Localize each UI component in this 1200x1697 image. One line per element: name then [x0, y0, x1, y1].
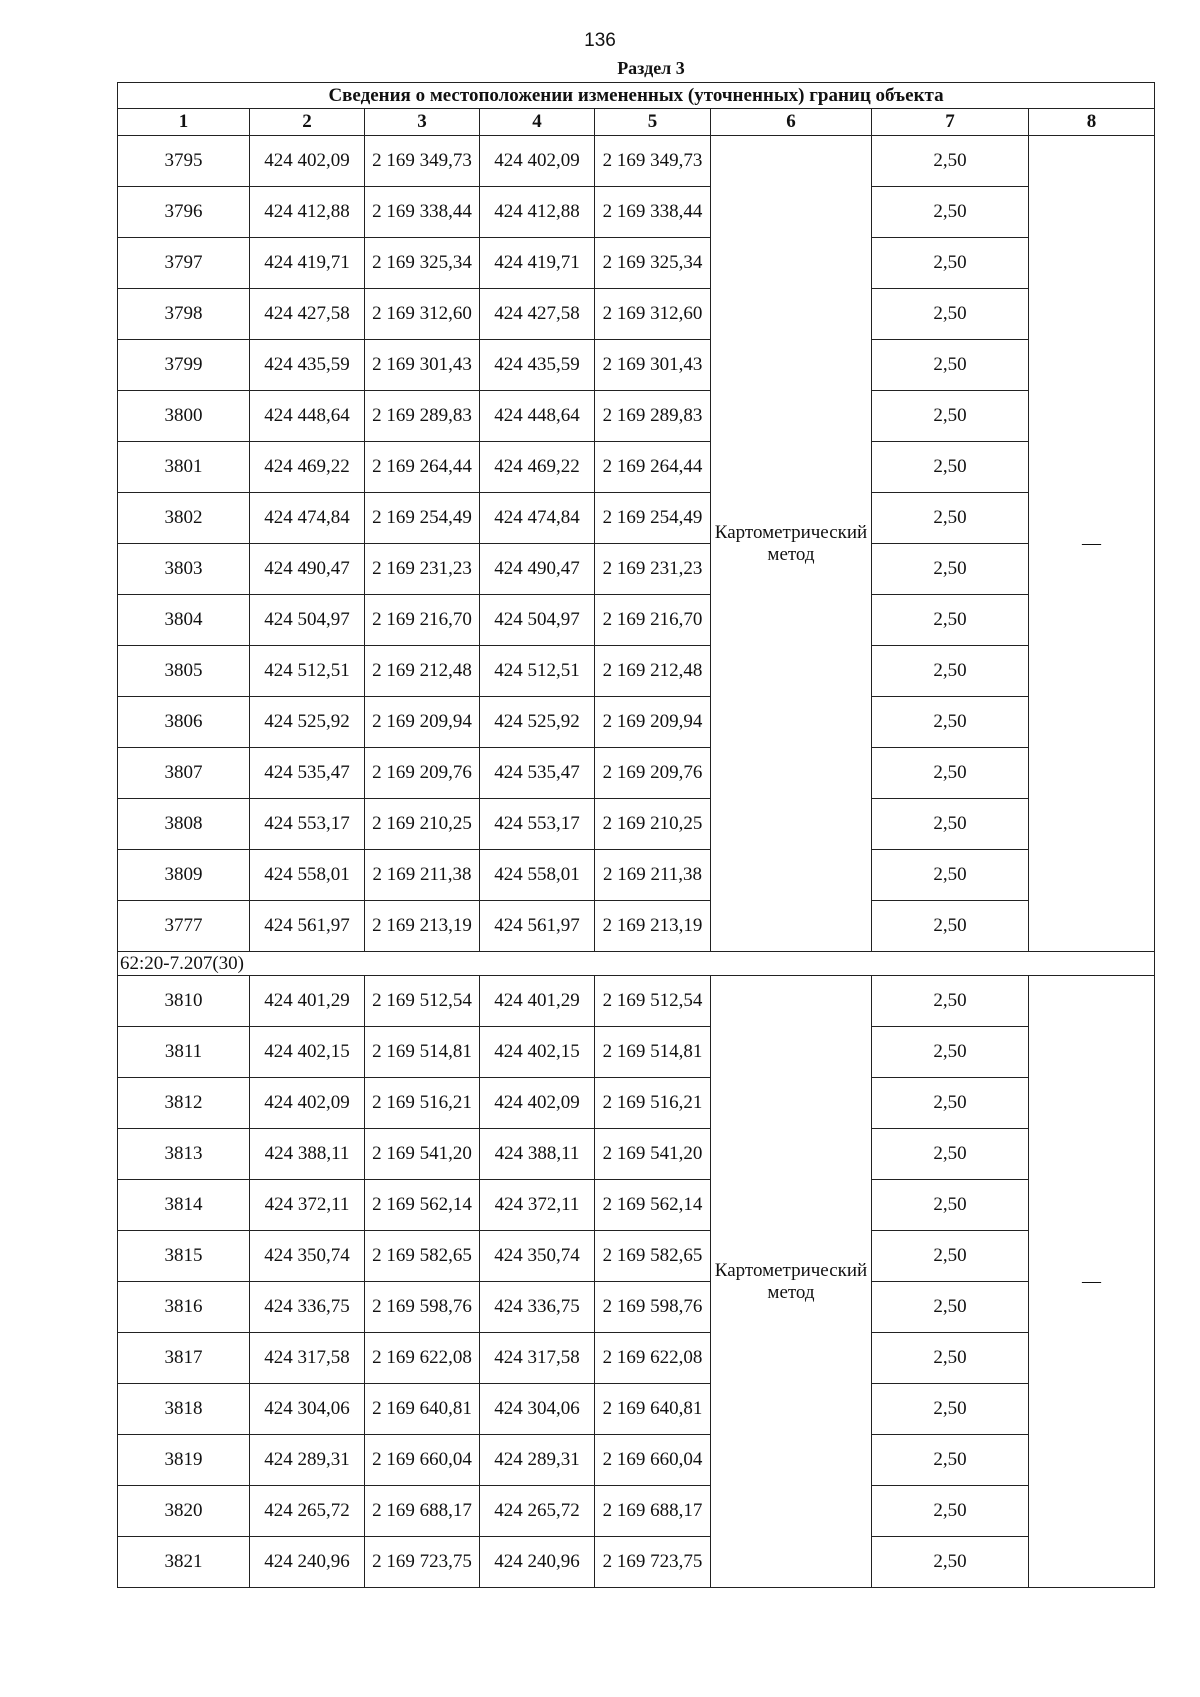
- x-coordinate-new: 424 427,58: [480, 289, 595, 340]
- y-coordinate-new: 2 169 254,49: [595, 493, 711, 544]
- y-coordinate-new: 2 169 562,14: [595, 1180, 711, 1231]
- table-row: [118, 340, 1155, 391]
- x-coordinate-new: 424 265,72: [480, 1486, 595, 1537]
- table-row: [118, 976, 1155, 1027]
- y-coordinate: 2 169 210,25: [365, 799, 480, 850]
- point-number: 3817: [118, 1333, 250, 1384]
- accuracy-value: 2,50: [872, 1384, 1029, 1435]
- table-row: [118, 1282, 1155, 1333]
- page-number: 136: [584, 30, 616, 51]
- column-number: 6: [711, 109, 872, 136]
- table-row: [118, 799, 1155, 850]
- y-coordinate-new: 2 169 660,04: [595, 1435, 711, 1486]
- y-coordinate-new: 2 169 209,94: [595, 697, 711, 748]
- point-number: 3801: [118, 442, 250, 493]
- point-number: 3810: [118, 976, 250, 1027]
- y-coordinate-new: 2 169 640,81: [595, 1384, 711, 1435]
- y-coordinate: 2 169 598,76: [365, 1282, 480, 1333]
- accuracy-value: 2,50: [872, 976, 1029, 1027]
- column-number: 3: [365, 109, 480, 136]
- x-coordinate-new: 424 336,75: [480, 1282, 595, 1333]
- accuracy-value: 2,50: [872, 187, 1029, 238]
- x-coordinate: 424 448,64: [250, 391, 365, 442]
- y-coordinate-new: 2 169 598,76: [595, 1282, 711, 1333]
- x-coordinate: 424 240,96: [250, 1537, 365, 1588]
- y-coordinate-new: 2 169 582,65: [595, 1231, 711, 1282]
- x-coordinate: 424 469,22: [250, 442, 365, 493]
- accuracy-value: 2,50: [872, 340, 1029, 391]
- y-coordinate: 2 169 301,43: [365, 340, 480, 391]
- y-coordinate: 2 169 209,76: [365, 748, 480, 799]
- accuracy-value: 2,50: [872, 1333, 1029, 1384]
- accuracy-value: 2,50: [872, 391, 1029, 442]
- x-coordinate-new: 424 419,71: [480, 238, 595, 289]
- table-row: [118, 238, 1155, 289]
- x-coordinate: 424 474,84: [250, 493, 365, 544]
- x-coordinate-new: 424 448,64: [480, 391, 595, 442]
- method-cell: Картометрический метод: [711, 976, 872, 1588]
- group-label-row: [118, 952, 1155, 976]
- accuracy-value: 2,50: [872, 1282, 1029, 1333]
- table-row: [118, 1129, 1155, 1180]
- point-number: 3800: [118, 391, 250, 442]
- accuracy-value: 2,50: [872, 595, 1029, 646]
- point-number: 3796: [118, 187, 250, 238]
- table-row: [118, 850, 1155, 901]
- group-label: 62:20-7.207(30): [118, 952, 1155, 976]
- y-coordinate-new: 2 169 541,20: [595, 1129, 711, 1180]
- table-row: [118, 1231, 1155, 1282]
- x-coordinate: 424 336,75: [250, 1282, 365, 1333]
- y-coordinate: 2 169 216,70: [365, 595, 480, 646]
- y-coordinate: 2 169 514,81: [365, 1027, 480, 1078]
- table-row: [118, 697, 1155, 748]
- table-row: [118, 493, 1155, 544]
- point-number: 3806: [118, 697, 250, 748]
- x-coordinate: 424 289,31: [250, 1435, 365, 1486]
- column-number: 5: [595, 109, 711, 136]
- accuracy-value: 2,50: [872, 850, 1029, 901]
- accuracy-value: 2,50: [872, 646, 1029, 697]
- point-number: 3777: [118, 901, 250, 952]
- y-coordinate: 2 169 640,81: [365, 1384, 480, 1435]
- x-coordinate: 424 402,09: [250, 1078, 365, 1129]
- boundary-table: [117, 82, 1155, 1588]
- y-coordinate: 2 169 516,21: [365, 1078, 480, 1129]
- x-coordinate-new: 424 553,17: [480, 799, 595, 850]
- y-coordinate-new: 2 169 512,54: [595, 976, 711, 1027]
- table-row: [118, 901, 1155, 952]
- x-coordinate-new: 424 402,09: [480, 1078, 595, 1129]
- y-coordinate-new: 2 169 312,60: [595, 289, 711, 340]
- x-coordinate-new: 424 561,97: [480, 901, 595, 952]
- x-coordinate: 424 535,47: [250, 748, 365, 799]
- y-coordinate: 2 169 254,49: [365, 493, 480, 544]
- accuracy-value: 2,50: [872, 544, 1029, 595]
- point-number: 3807: [118, 748, 250, 799]
- point-number: 3815: [118, 1231, 250, 1282]
- y-coordinate-new: 2 169 688,17: [595, 1486, 711, 1537]
- y-coordinate: 2 169 349,73: [365, 136, 480, 187]
- table-row: [118, 1027, 1155, 1078]
- x-coordinate: 424 427,58: [250, 289, 365, 340]
- x-coordinate-new: 424 525,92: [480, 697, 595, 748]
- x-coordinate-new: 424 240,96: [480, 1537, 595, 1588]
- point-number: 3804: [118, 595, 250, 646]
- x-coordinate: 424 525,92: [250, 697, 365, 748]
- point-number: 3818: [118, 1384, 250, 1435]
- section-title: Раздел 3: [617, 58, 685, 78]
- y-coordinate-new: 2 169 264,44: [595, 442, 711, 493]
- point-number: 3798: [118, 289, 250, 340]
- x-coordinate-new: 424 469,22: [480, 442, 595, 493]
- table-row: [118, 1333, 1155, 1384]
- accuracy-value: 2,50: [872, 136, 1029, 187]
- y-coordinate: 2 169 622,08: [365, 1333, 480, 1384]
- accuracy-value: 2,50: [872, 1078, 1029, 1129]
- x-coordinate: 424 304,06: [250, 1384, 365, 1435]
- column-number: 2: [250, 109, 365, 136]
- y-coordinate: 2 169 512,54: [365, 976, 480, 1027]
- y-coordinate: 2 169 325,34: [365, 238, 480, 289]
- column-number: 1: [118, 109, 250, 136]
- y-coordinate: 2 169 213,19: [365, 901, 480, 952]
- y-coordinate-new: 2 169 723,75: [595, 1537, 711, 1588]
- accuracy-value: 2,50: [872, 1435, 1029, 1486]
- point-number: 3814: [118, 1180, 250, 1231]
- x-coordinate: 424 490,47: [250, 544, 365, 595]
- point-number: 3812: [118, 1078, 250, 1129]
- table-row: [118, 442, 1155, 493]
- accuracy-value: 2,50: [872, 1027, 1029, 1078]
- x-coordinate-new: 424 402,09: [480, 136, 595, 187]
- table-row: [118, 1537, 1155, 1588]
- y-coordinate-new: 2 169 213,19: [595, 901, 711, 952]
- column-number-row: [118, 109, 1155, 136]
- x-coordinate-new: 424 490,47: [480, 544, 595, 595]
- y-coordinate-new: 2 169 301,43: [595, 340, 711, 391]
- table-row: [118, 646, 1155, 697]
- y-coordinate: 2 169 541,20: [365, 1129, 480, 1180]
- y-coordinate: 2 169 211,38: [365, 850, 480, 901]
- x-coordinate: 424 402,09: [250, 136, 365, 187]
- y-coordinate-new: 2 169 210,25: [595, 799, 711, 850]
- table-row: [118, 1078, 1155, 1129]
- x-coordinate-new: 424 402,15: [480, 1027, 595, 1078]
- accuracy-value: 2,50: [872, 901, 1029, 952]
- caption-row: [118, 83, 1155, 109]
- x-coordinate: 424 504,97: [250, 595, 365, 646]
- accuracy-value: 2,50: [872, 1231, 1029, 1282]
- x-coordinate-new: 424 350,74: [480, 1231, 595, 1282]
- point-number: 3821: [118, 1537, 250, 1588]
- y-coordinate: 2 169 660,04: [365, 1435, 480, 1486]
- x-coordinate-new: 424 372,11: [480, 1180, 595, 1231]
- accuracy-value: 2,50: [872, 442, 1029, 493]
- x-coordinate: 424 402,15: [250, 1027, 365, 1078]
- column-number: 4: [480, 109, 595, 136]
- accuracy-value: 2,50: [872, 493, 1029, 544]
- x-coordinate: 424 558,01: [250, 850, 365, 901]
- point-number: 3805: [118, 646, 250, 697]
- x-coordinate: 424 561,97: [250, 901, 365, 952]
- y-coordinate: 2 169 688,17: [365, 1486, 480, 1537]
- point-number: 3811: [118, 1027, 250, 1078]
- y-coordinate: 2 169 231,23: [365, 544, 480, 595]
- y-coordinate-new: 2 169 622,08: [595, 1333, 711, 1384]
- table-row: [118, 289, 1155, 340]
- x-coordinate: 424 388,11: [250, 1129, 365, 1180]
- x-coordinate: 424 435,59: [250, 340, 365, 391]
- y-coordinate: 2 169 723,75: [365, 1537, 480, 1588]
- point-number: 3803: [118, 544, 250, 595]
- x-coordinate: 424 419,71: [250, 238, 365, 289]
- point-number: 3816: [118, 1282, 250, 1333]
- x-coordinate-new: 424 304,06: [480, 1384, 595, 1435]
- accuracy-value: 2,50: [872, 799, 1029, 850]
- point-number: 3799: [118, 340, 250, 391]
- x-coordinate-new: 424 289,31: [480, 1435, 595, 1486]
- accuracy-value: 2,50: [872, 1129, 1029, 1180]
- table-row: [118, 1180, 1155, 1231]
- method-cell: Картометрический метод: [711, 136, 872, 952]
- point-number: 3808: [118, 799, 250, 850]
- point-number: 3795: [118, 136, 250, 187]
- x-coordinate: 424 401,29: [250, 976, 365, 1027]
- table-row: [118, 1486, 1155, 1537]
- point-number: 3813: [118, 1129, 250, 1180]
- table-row: [118, 1435, 1155, 1486]
- y-coordinate-new: 2 169 325,34: [595, 238, 711, 289]
- accuracy-value: 2,50: [872, 1486, 1029, 1537]
- y-coordinate-new: 2 169 209,76: [595, 748, 711, 799]
- y-coordinate-new: 2 169 349,73: [595, 136, 711, 187]
- accuracy-value: 2,50: [872, 1537, 1029, 1588]
- y-coordinate-new: 2 169 211,38: [595, 850, 711, 901]
- table-row: [118, 544, 1155, 595]
- y-coordinate-new: 2 169 212,48: [595, 646, 711, 697]
- x-coordinate: 424 350,74: [250, 1231, 365, 1282]
- point-number: 3802: [118, 493, 250, 544]
- x-coordinate: 424 512,51: [250, 646, 365, 697]
- y-coordinate-new: 2 169 231,23: [595, 544, 711, 595]
- y-coordinate: 2 169 209,94: [365, 697, 480, 748]
- y-coordinate: 2 169 289,83: [365, 391, 480, 442]
- y-coordinate-new: 2 169 516,21: [595, 1078, 711, 1129]
- y-coordinate: 2 169 582,65: [365, 1231, 480, 1282]
- x-coordinate-new: 424 401,29: [480, 976, 595, 1027]
- point-number: 3797: [118, 238, 250, 289]
- column-number: 7: [872, 109, 1029, 136]
- point-number: 3809: [118, 850, 250, 901]
- accuracy-value: 2,50: [872, 748, 1029, 799]
- y-coordinate: 2 169 312,60: [365, 289, 480, 340]
- y-coordinate: 2 169 338,44: [365, 187, 480, 238]
- y-coordinate-new: 2 169 216,70: [595, 595, 711, 646]
- accuracy-value: 2,50: [872, 289, 1029, 340]
- accuracy-value: 2,50: [872, 238, 1029, 289]
- extra-info-cell: —: [1029, 976, 1155, 1588]
- y-coordinate: 2 169 264,44: [365, 442, 480, 493]
- table-caption: Сведения о местоположении измененных (уточненных) границ объекта: [118, 83, 1155, 109]
- y-coordinate-new: 2 169 289,83: [595, 391, 711, 442]
- x-coordinate-new: 424 435,59: [480, 340, 595, 391]
- x-coordinate-new: 424 504,97: [480, 595, 595, 646]
- accuracy-value: 2,50: [872, 697, 1029, 748]
- x-coordinate-new: 424 512,51: [480, 646, 595, 697]
- y-coordinate-new: 2 169 514,81: [595, 1027, 711, 1078]
- table-row: [118, 748, 1155, 799]
- point-number: 3820: [118, 1486, 250, 1537]
- x-coordinate: 424 265,72: [250, 1486, 365, 1537]
- extra-info-cell: —: [1029, 136, 1155, 952]
- x-coordinate-new: 424 317,58: [480, 1333, 595, 1384]
- x-coordinate-new: 424 474,84: [480, 493, 595, 544]
- x-coordinate: 424 372,11: [250, 1180, 365, 1231]
- x-coordinate-new: 424 412,88: [480, 187, 595, 238]
- table-row: [118, 1384, 1155, 1435]
- x-coordinate-new: 424 558,01: [480, 850, 595, 901]
- y-coordinate: 2 169 212,48: [365, 646, 480, 697]
- table-row: [118, 187, 1155, 238]
- x-coordinate: 424 553,17: [250, 799, 365, 850]
- point-number: 3819: [118, 1435, 250, 1486]
- x-coordinate: 424 317,58: [250, 1333, 365, 1384]
- table-row: [118, 136, 1155, 187]
- y-coordinate: 2 169 562,14: [365, 1180, 480, 1231]
- table-row: [118, 391, 1155, 442]
- x-coordinate-new: 424 388,11: [480, 1129, 595, 1180]
- column-number: 8: [1029, 109, 1155, 136]
- y-coordinate-new: 2 169 338,44: [595, 187, 711, 238]
- table-row: [118, 595, 1155, 646]
- x-coordinate: 424 412,88: [250, 187, 365, 238]
- accuracy-value: 2,50: [872, 1180, 1029, 1231]
- x-coordinate-new: 424 535,47: [480, 748, 595, 799]
